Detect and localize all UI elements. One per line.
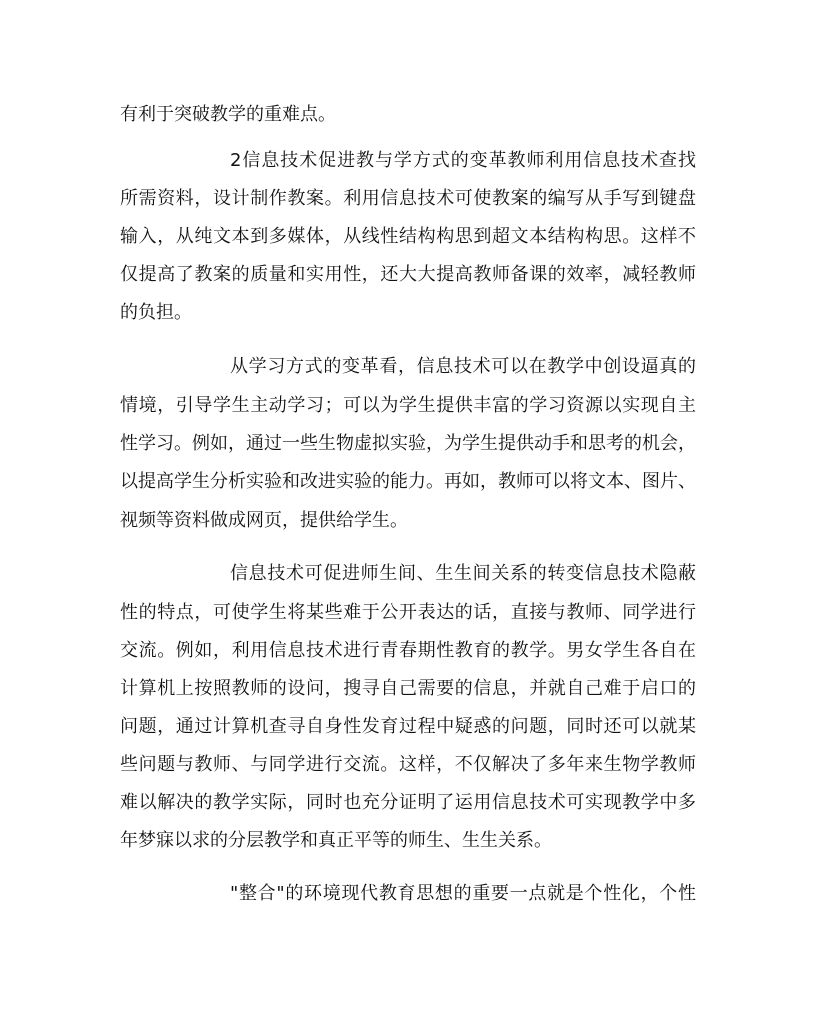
text-line: 性学习。例如，通过一些生物虚拟实验，为学生提供动手和思考的机会， [120, 433, 696, 454]
text-line: 问题，通过计算机查寻自身性发育过程中疑惑的问题，同时还可以就某 [120, 716, 696, 737]
text-line: 视频等资料做成网页，提供给学生。 [120, 510, 408, 531]
paragraph-start-line: "整合"的环境现代教育思想的重要一点就是个性化，个性 [230, 883, 696, 904]
text-line: 情境，引导学生主动学习；可以为学生提供丰富的学习资源以实现自主 [120, 395, 696, 416]
text-line: 的负担。 [120, 302, 192, 323]
text-line: 以提高学生分析实验和改进实验的能力。再如，教师可以将文本、图片、 [120, 471, 696, 492]
text-line: 仅提高了教案的质量和实用性，还大大提高教师备课的效率，减轻教师 [120, 264, 696, 285]
paragraph-start-line: 2信息技术促进教与学方式的变革教师利用信息技术查找 [230, 150, 696, 171]
text-line: 难以解决的教学实际，同时也充分证明了运用信息技术可实现教学中多 [120, 792, 696, 813]
text-line: 年梦寐以求的分层教学和真正平等的师生、生生关系。 [120, 830, 552, 851]
text-line: 性的特点，可使学生将某些难于公开表达的话，直接与教师、同学进行 [120, 602, 696, 623]
text-line: 些问题与教师、与同学进行交流。这样，不仅解决了多年来生物学教师 [120, 754, 696, 775]
paragraph-start-line: 信息技术可促进师生间、生生间关系的转变信息技术隐蔽 [230, 563, 696, 584]
text-line: 交流。例如，利用信息技术进行青春期性教育的教学。男女学生各自在 [120, 640, 696, 661]
text-line: 有利于突破教学的重难点。 [120, 104, 336, 125]
text-line: 所需资料，设计制作教案。利用信息技术可使教案的编写从手写到键盘 [120, 188, 696, 209]
paragraph-start-line: 从学习方式的变革看，信息技术可以在教学中创设逼真的 [230, 356, 696, 377]
text-line: 计算机上按照教师的设问，搜寻自己需要的信息，并就自己难于启口的 [120, 678, 696, 699]
text-line: 输入，从纯文本到多媒体，从线性结构构思到超文本结构构思。这样不 [120, 226, 696, 247]
